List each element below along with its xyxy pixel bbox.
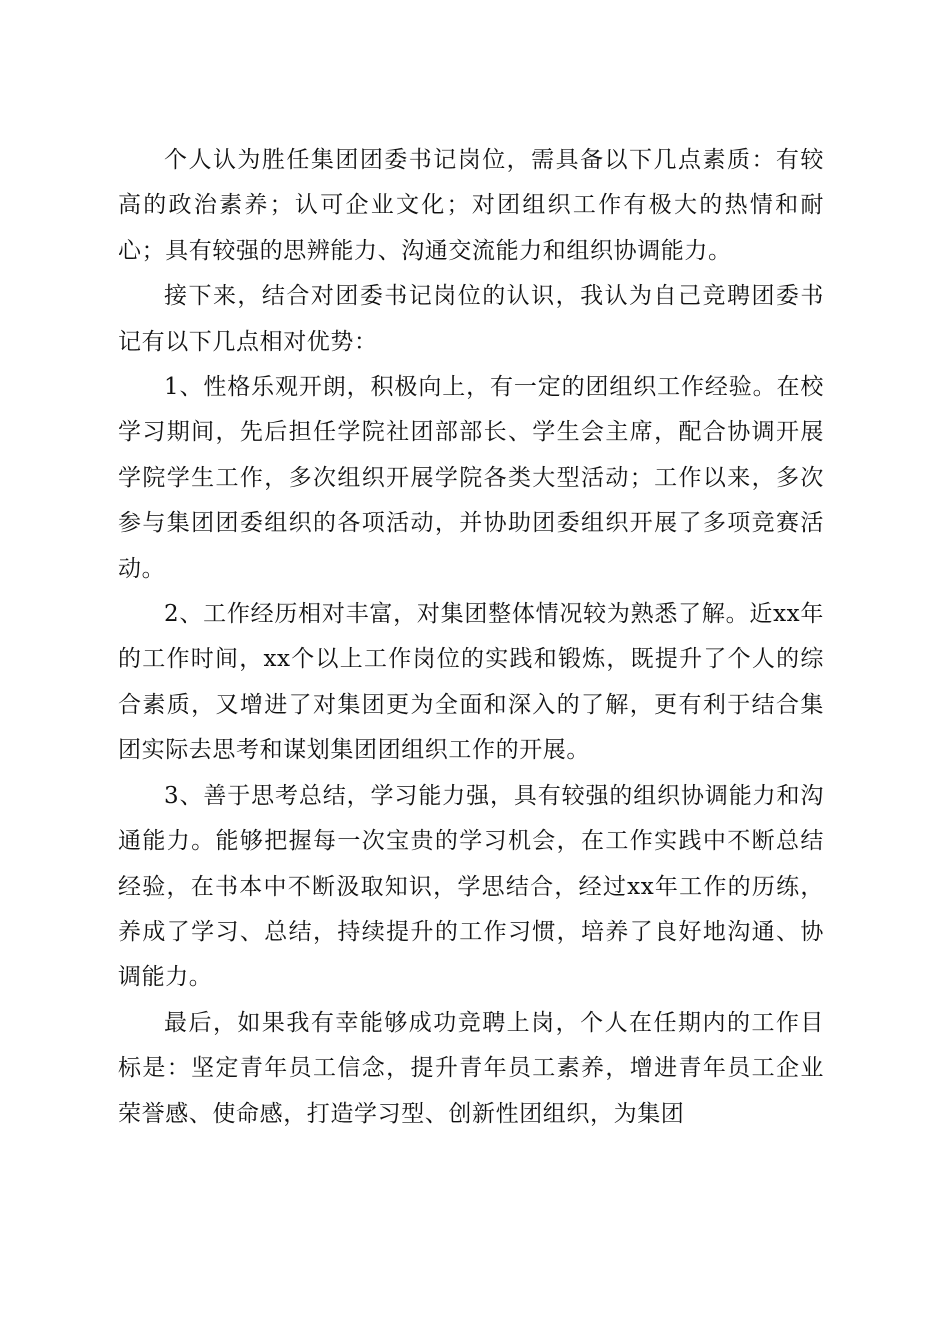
document-body: [118, 138, 824, 1137]
paragraph-advantage-1: 1、性格乐观开朗，积极向上，有一定的团组织工作经验。在校学习期间，先后担任学院社团部部长、学生会主席，配合协调开展学院学生工作，多次组织开展学院各类大型活动；工作以来，多次参与集团团委组织的各项活动，并协助团委组织开展了多项竞赛活动。: [118, 374, 824, 582]
paragraph-advantage-3: 3、善于思考总结，学习能力强，具有较强的组织协调能力和沟通能力。能够把握每一次宝贵的学习机会，在工作实践中不断总结经验，在书本中不断汲取知识，学思结合，经过xx年工作的历练，养成了学习、总结，持续提升的工作习惯，培养了良好地沟通、协调能力。: [118, 782, 824, 991]
paragraph-advantages-intro: 接下来，结合对团委书记岗位的认识，我认为自己竞聘团委书记有以下几点相对优势：: [118, 283, 824, 355]
paragraph-qualities: 个人认为胜任集团团委书记岗位，需具备以下几点素质：有较高的政治素养；认可企业文化；对团组织工作有极大的热情和耐心；具有较强的思辨能力、沟通交流能力和组织协调能力。: [118, 147, 824, 264]
paragraph-advantage-2: 2、工作经历相对丰富，对集团整体情况较为熟悉了解。近xx年的工作时间，xx个以上工作岗位的实践和锻炼，既提升了个人的综合素质，又增进了对集团更为全面和深入的了解，更有利于结合集团实际去思考和谋划集团团组织工作的开展。: [118, 601, 824, 764]
paragraph-goals: 最后，如果我有幸能够成功竞聘上岗，个人在任期内的工作目标是：坚定青年员工信念，提升青年员工素养，增进青年员工企业荣誉感、使命感，打造学习型、创新性团组织，为集团: [118, 1009, 824, 1127]
